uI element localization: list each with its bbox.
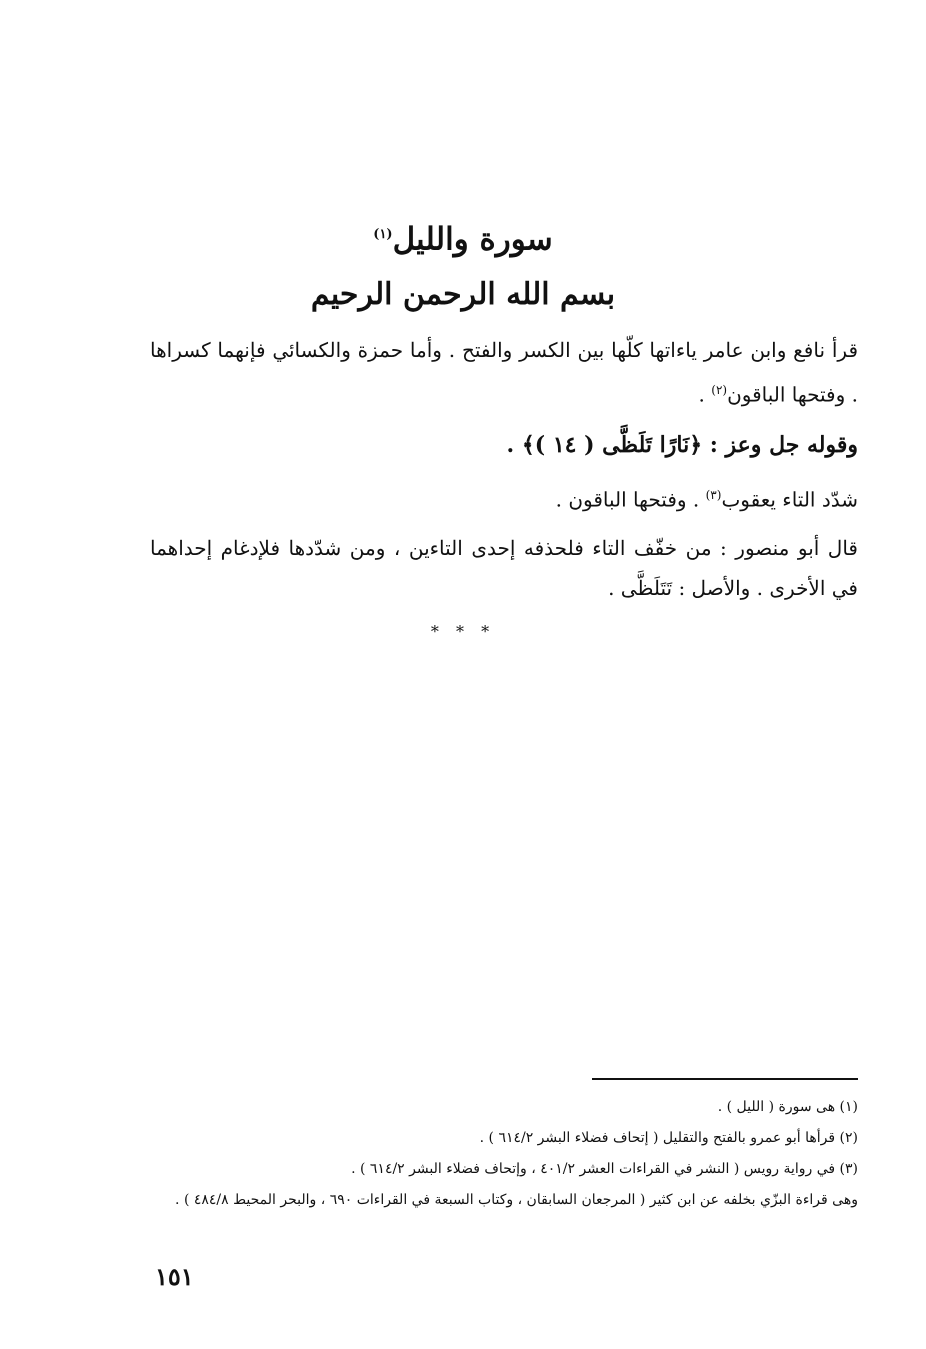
footnote-rule — [592, 1078, 858, 1080]
footnotes — [155, 1092, 858, 1216]
surah-title-text: سورة والليل — [392, 221, 553, 258]
basmala: بسم الله الرحمن الرحيم — [310, 277, 616, 312]
paragraph-1 — [150, 330, 858, 415]
paragraph-1-text: قرأ نافع وابن عامر ياءاتها كلّها بين الكسر والفتح . وأما حمزة والكسائي فإنهما كسراها . وفتحها الباقون — [150, 338, 858, 407]
paragraph-4: قال أبو منصور : من خفّف التاء فلحذفه إحدى التاءين ، ومن شدّدها فلإدغام إحداهما في الأخرى . والأصل : تَتَلَظَّى . — [150, 536, 858, 600]
page-number: ١٥١ — [155, 1262, 194, 1291]
paragraph-1-footnote-marker: (٢) — [711, 383, 728, 397]
surah-title — [0, 210, 926, 264]
footnote-3: (٣) في رواية رويس ( النشر في القراءات العشر ٤٠١/٢ ، وإتحاف فضلاء البشر ٦١٤/٢ ) . — [351, 1161, 858, 1177]
title-footnote-marker: (١) — [373, 227, 393, 242]
paragraph-3 — [150, 475, 858, 520]
footnote-2: (٢) قرأها أبو عمرو بالفتح والتقليل ( إتحاف فضلاء البشر ٦١٤/٢ ) . — [479, 1130, 858, 1146]
footnote-1: (١) هى سورة ( الليل ) . — [717, 1099, 858, 1115]
verse-quote-paragraph: وقوله جل وعز : ﴿نَارًا تَلَظَّى ( ١٤ )﴾ . — [506, 432, 858, 458]
section-separator: * * * — [430, 622, 496, 641]
footnote-3-continuation: وهى قراءة البزّي بخلفه عن ابن كثير ( المرجعان السابقان ، وكتاب السبعة في القراءات ٦٩٠ ، والبحر المحيط ٤٨٤/٨ ) . — [175, 1192, 858, 1208]
paragraph-1-end: . — [698, 382, 712, 407]
paragraph-3-end: . وفتحها الباقون . — [555, 487, 706, 512]
paragraph-3-text: شدّد التاء يعقوب — [721, 487, 858, 512]
paragraph-3-footnote-marker: (٣) — [705, 488, 722, 502]
